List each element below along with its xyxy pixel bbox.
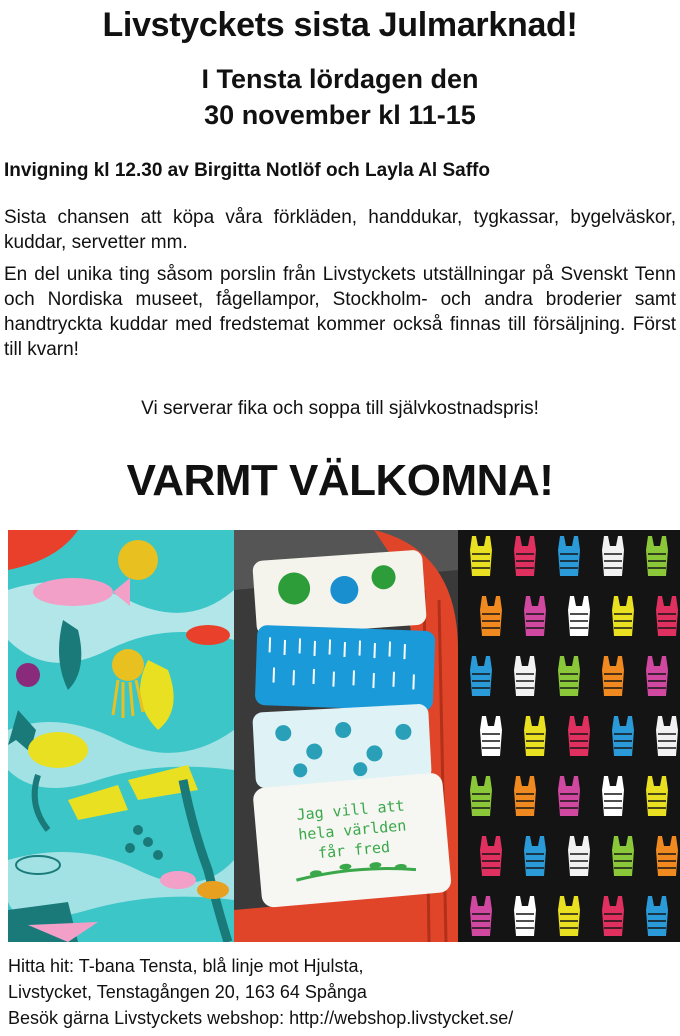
pillows-image <box>234 530 458 942</box>
welcome-heading: VARMT VÄLKOMNA! <box>126 456 554 505</box>
directions-line: Hitta hit: T-bana Tensta, blå linje mot Hjulsta, <box>8 956 364 976</box>
paragraph-products: Sista chansen att köpa våra förkläden, handdukar, tygkassar, bygelväskor, kuddar, servetter mm. <box>4 207 676 253</box>
fika-text: Vi serverar fika och soppa till självkostnadspris! <box>141 398 539 419</box>
inauguration-text: Invigning kl 12.30 av Birgitta Notlöf och Layla Al Saffo <box>4 160 490 181</box>
date-line-1: I Tensta lördagen den <box>201 64 479 94</box>
address-line: Livstycket, Tenstagången 20, 163 64 Spånga <box>8 982 367 1002</box>
pillow-text-line-2: hela världen <box>297 816 408 844</box>
photo-collage <box>8 530 680 942</box>
date-line-2: 30 november kl 11-15 <box>204 100 476 130</box>
paragraph-unique-items: En del unika ting såsom porslin från Livstyckets utställningar på Svenskt Tenn och Nordiska museet, fågellampor, Stockholm- och andra broderier samt handtryckta kuddar med fredstemat kommer också finnas till försäljning. Först till kvarn! <box>4 264 676 360</box>
webshop-line[interactable]: Besök gärna Livstyckets webshop: http://webshop.livstycket.se/ <box>8 1008 514 1028</box>
page-title: Livstyckets sista Julmarknad! <box>102 6 578 44</box>
pillow-text-line-1: Jag vill att <box>295 796 406 824</box>
swimsuit-fabric-image <box>458 530 680 942</box>
pillow-text-line-3: får fred <box>317 837 391 863</box>
sea-fabric-image <box>8 530 234 942</box>
